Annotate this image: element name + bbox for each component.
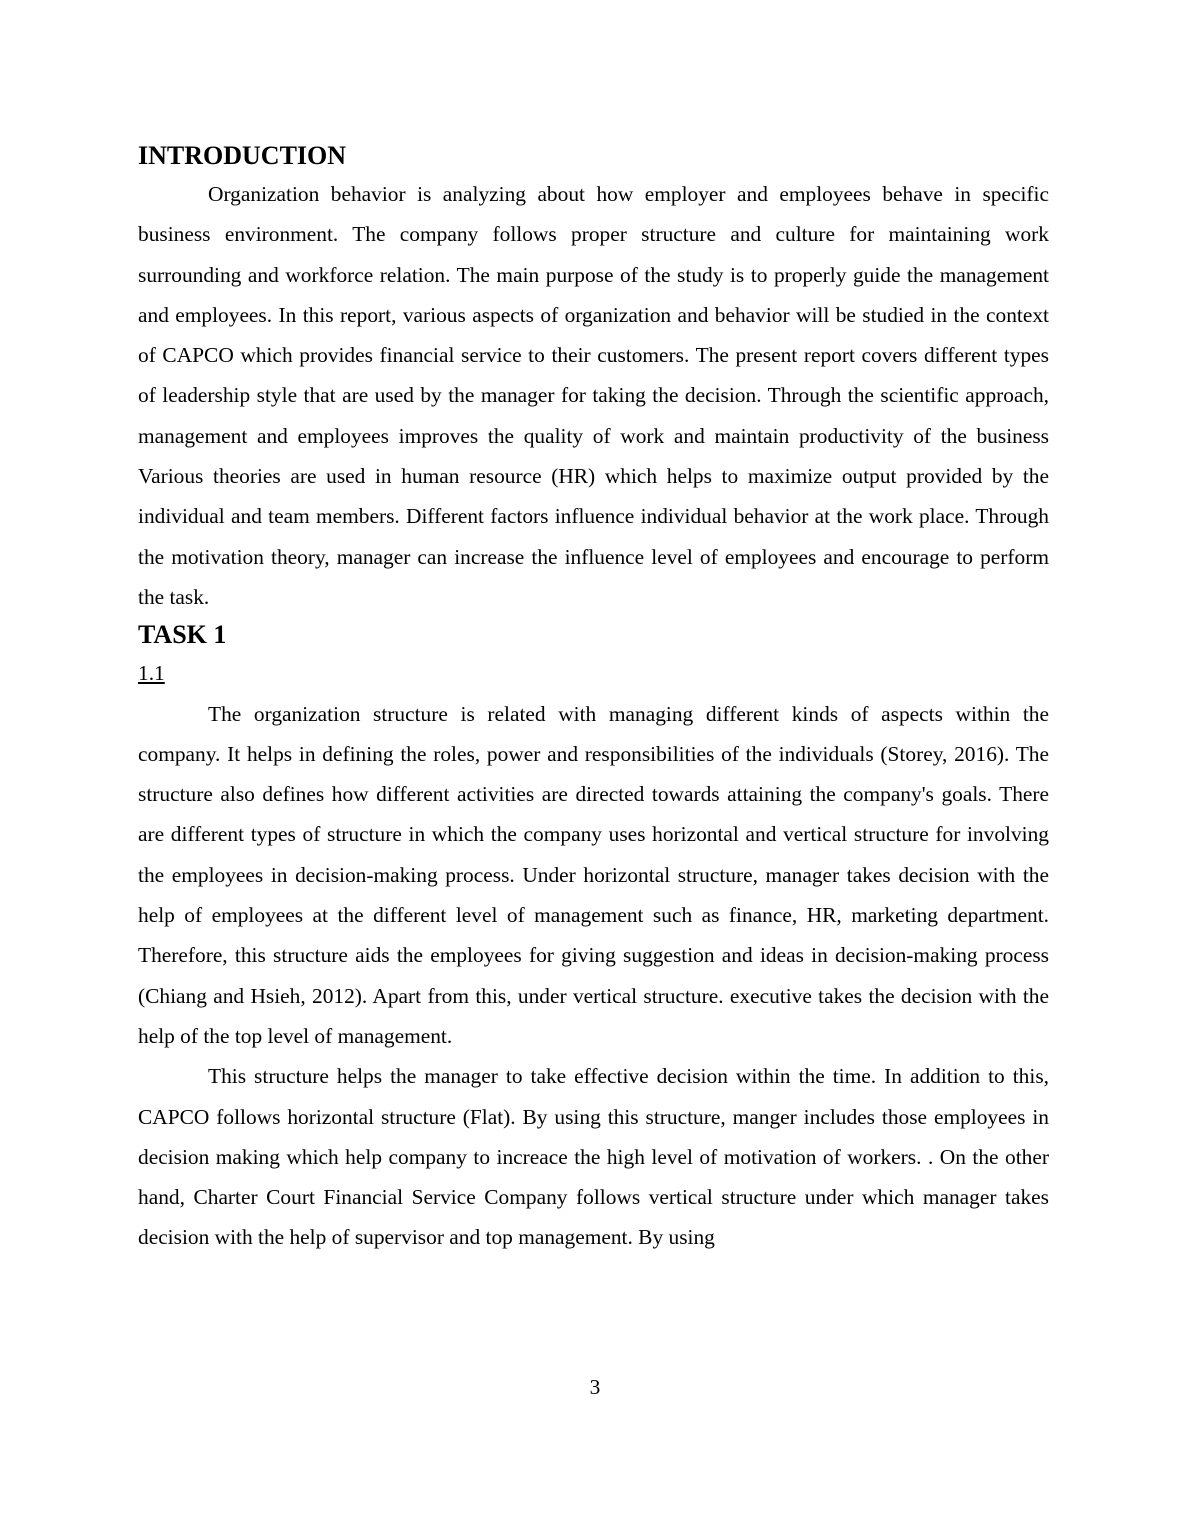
page-content: [138, 138, 1049, 1258]
page-number: 3: [589, 1375, 601, 1399]
introduction-paragraph: Organization behavior is analyzing about how employer and employees behave in specific business environment. The company follows proper structure and culture for maintaining work surrounding and workforce relation. The main purpose of the study is to properly guide the management and employees. In this report, various aspects of organization and behavior will be studied in the context of CAPCO which provides financial service to their customers. The present report covers different types of leadership style that are used by the manager for taking the decision. Through the scientific approach, management and employees improves the quality of work and maintain productivity of the business Various theories are used in human resource (HR) which helps to maximize output provided by the individual and team members. Different factors influence individual behavior at the work place. Through the motivation theory, manager can increase the influence level of employees and encourage to perform the task.: [138, 182, 1049, 609]
task1-paragraph-2: This structure helps the manager to take effective decision within the time. In addition to this, CAPCO follows horizontal structure (Flat). By using this structure, manger includes those employees in decision making which help company to increace the high level of motivation of workers. . On the other hand, Charter Court Financial Service Company follows vertical structure under which manager takes decision with the help of supervisor and top management. By using: [138, 1064, 1049, 1250]
task1-heading: TASK 1: [138, 620, 227, 650]
task1-paragraph-1: The organization structure is related with managing different kinds of aspects within the company. It helps in defining the roles, power and responsibilities of the individuals (Storey, 2016). The structure also defines how different activities are directed towards attaining the company's goals. There are different types of structure in which the company uses horizontal and vertical structure for involving the employees in decision-making process. Under horizontal structure, manager takes decision with the help of employees at the different level of management such as finance, HR, marketing department. Therefore, this structure aids the employees for giving suggestion and ideas in decision-making process (Chiang and Hsieh, 2012). Apart from this, under vertical structure. executive takes the decision with the help of the top level of management.: [138, 701, 1049, 1048]
subsection-number: 1.1: [138, 661, 165, 686]
introduction-heading: INTRODUCTION: [138, 141, 347, 170]
